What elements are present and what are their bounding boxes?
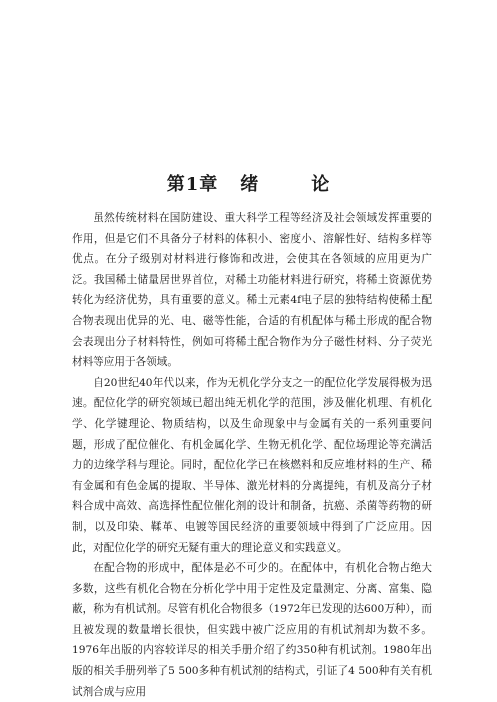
paragraph: 自20世纪40年代以来，作为无机化学分支之一的配位化学发展得极为迅速。配位化学的研究领域已超出纯无机化学的范围，涉及催化机理、有机化学、化学键理论、物质结构，以及生命现象中与金属有关的一系列重要问题，形成了配位催化、有机金属化学、生物无机化学、配位场理论等充满活力的边缘学科与理论。同时，配位化学已在核燃料和反应堆材料的生产、稀有金属和有色金属的提取、半导体、激光材料的分离提纯，有机及高分子材料合成中高效、高选择性配位催化剂的设计和制备，抗癌、杀菌等药物的研制，以及印染、鞣革、电镀等国民经济的重要领域中得到了广泛应用。因此，对配位化学的研究无疑有重大的理论意义和实践意义。 — [72, 376, 432, 554]
paragraph: 在配合物的形成中，配体是必不可少的。在配体中，有机化合物占绝大多数，这些有机化合物在分析化学中用于定性及定量测定、分离、富集、隐蔽，称为有机试剂。尽管有机化合物很多（1972年已发现的达600万种），而且被发现的数量增长很快，但实践中被广泛应用的有机试剂却为数不多。1976年出版的内容较详尽的相关手册介绍了约350种有机试剂。1980年出版的相关手册列举了5 500多种有机试剂的结构式，引证了4 500种有关有机试剂合成与应用 — [72, 562, 432, 698]
chapter-title — [0, 170, 497, 196]
body-text — [72, 208, 432, 702]
chapter-number: 第1章 — [166, 174, 219, 195]
chapter-title-char-1: 绪 — [240, 174, 260, 195]
paragraph: 虽然传统材料在国防建设、重大科学工程等经济及社会领域发挥重要的作用，但是它们不具备分子材料的体积小、密度小、溶解性好、结构多样等优点。在分子级别对材料进行修饰和改进，会使其在各领域的应用更为广泛。我国稀土储量居世界首位，对稀土功能材料进行研究，将稀土资源优势转化为经济优势，具有重要的意义。稀土元素4f电子层的独特结构使稀土配合物表现出优异的光、电、磁等性能，合适的有机配体与稀土形成的配合物会表现出分子材料特性，例如可将稀土配合物作为分子磁性材料、分子荧光材料等应用于各领域。 — [72, 212, 432, 369]
chapter-title-char-2: 论 — [311, 174, 331, 195]
